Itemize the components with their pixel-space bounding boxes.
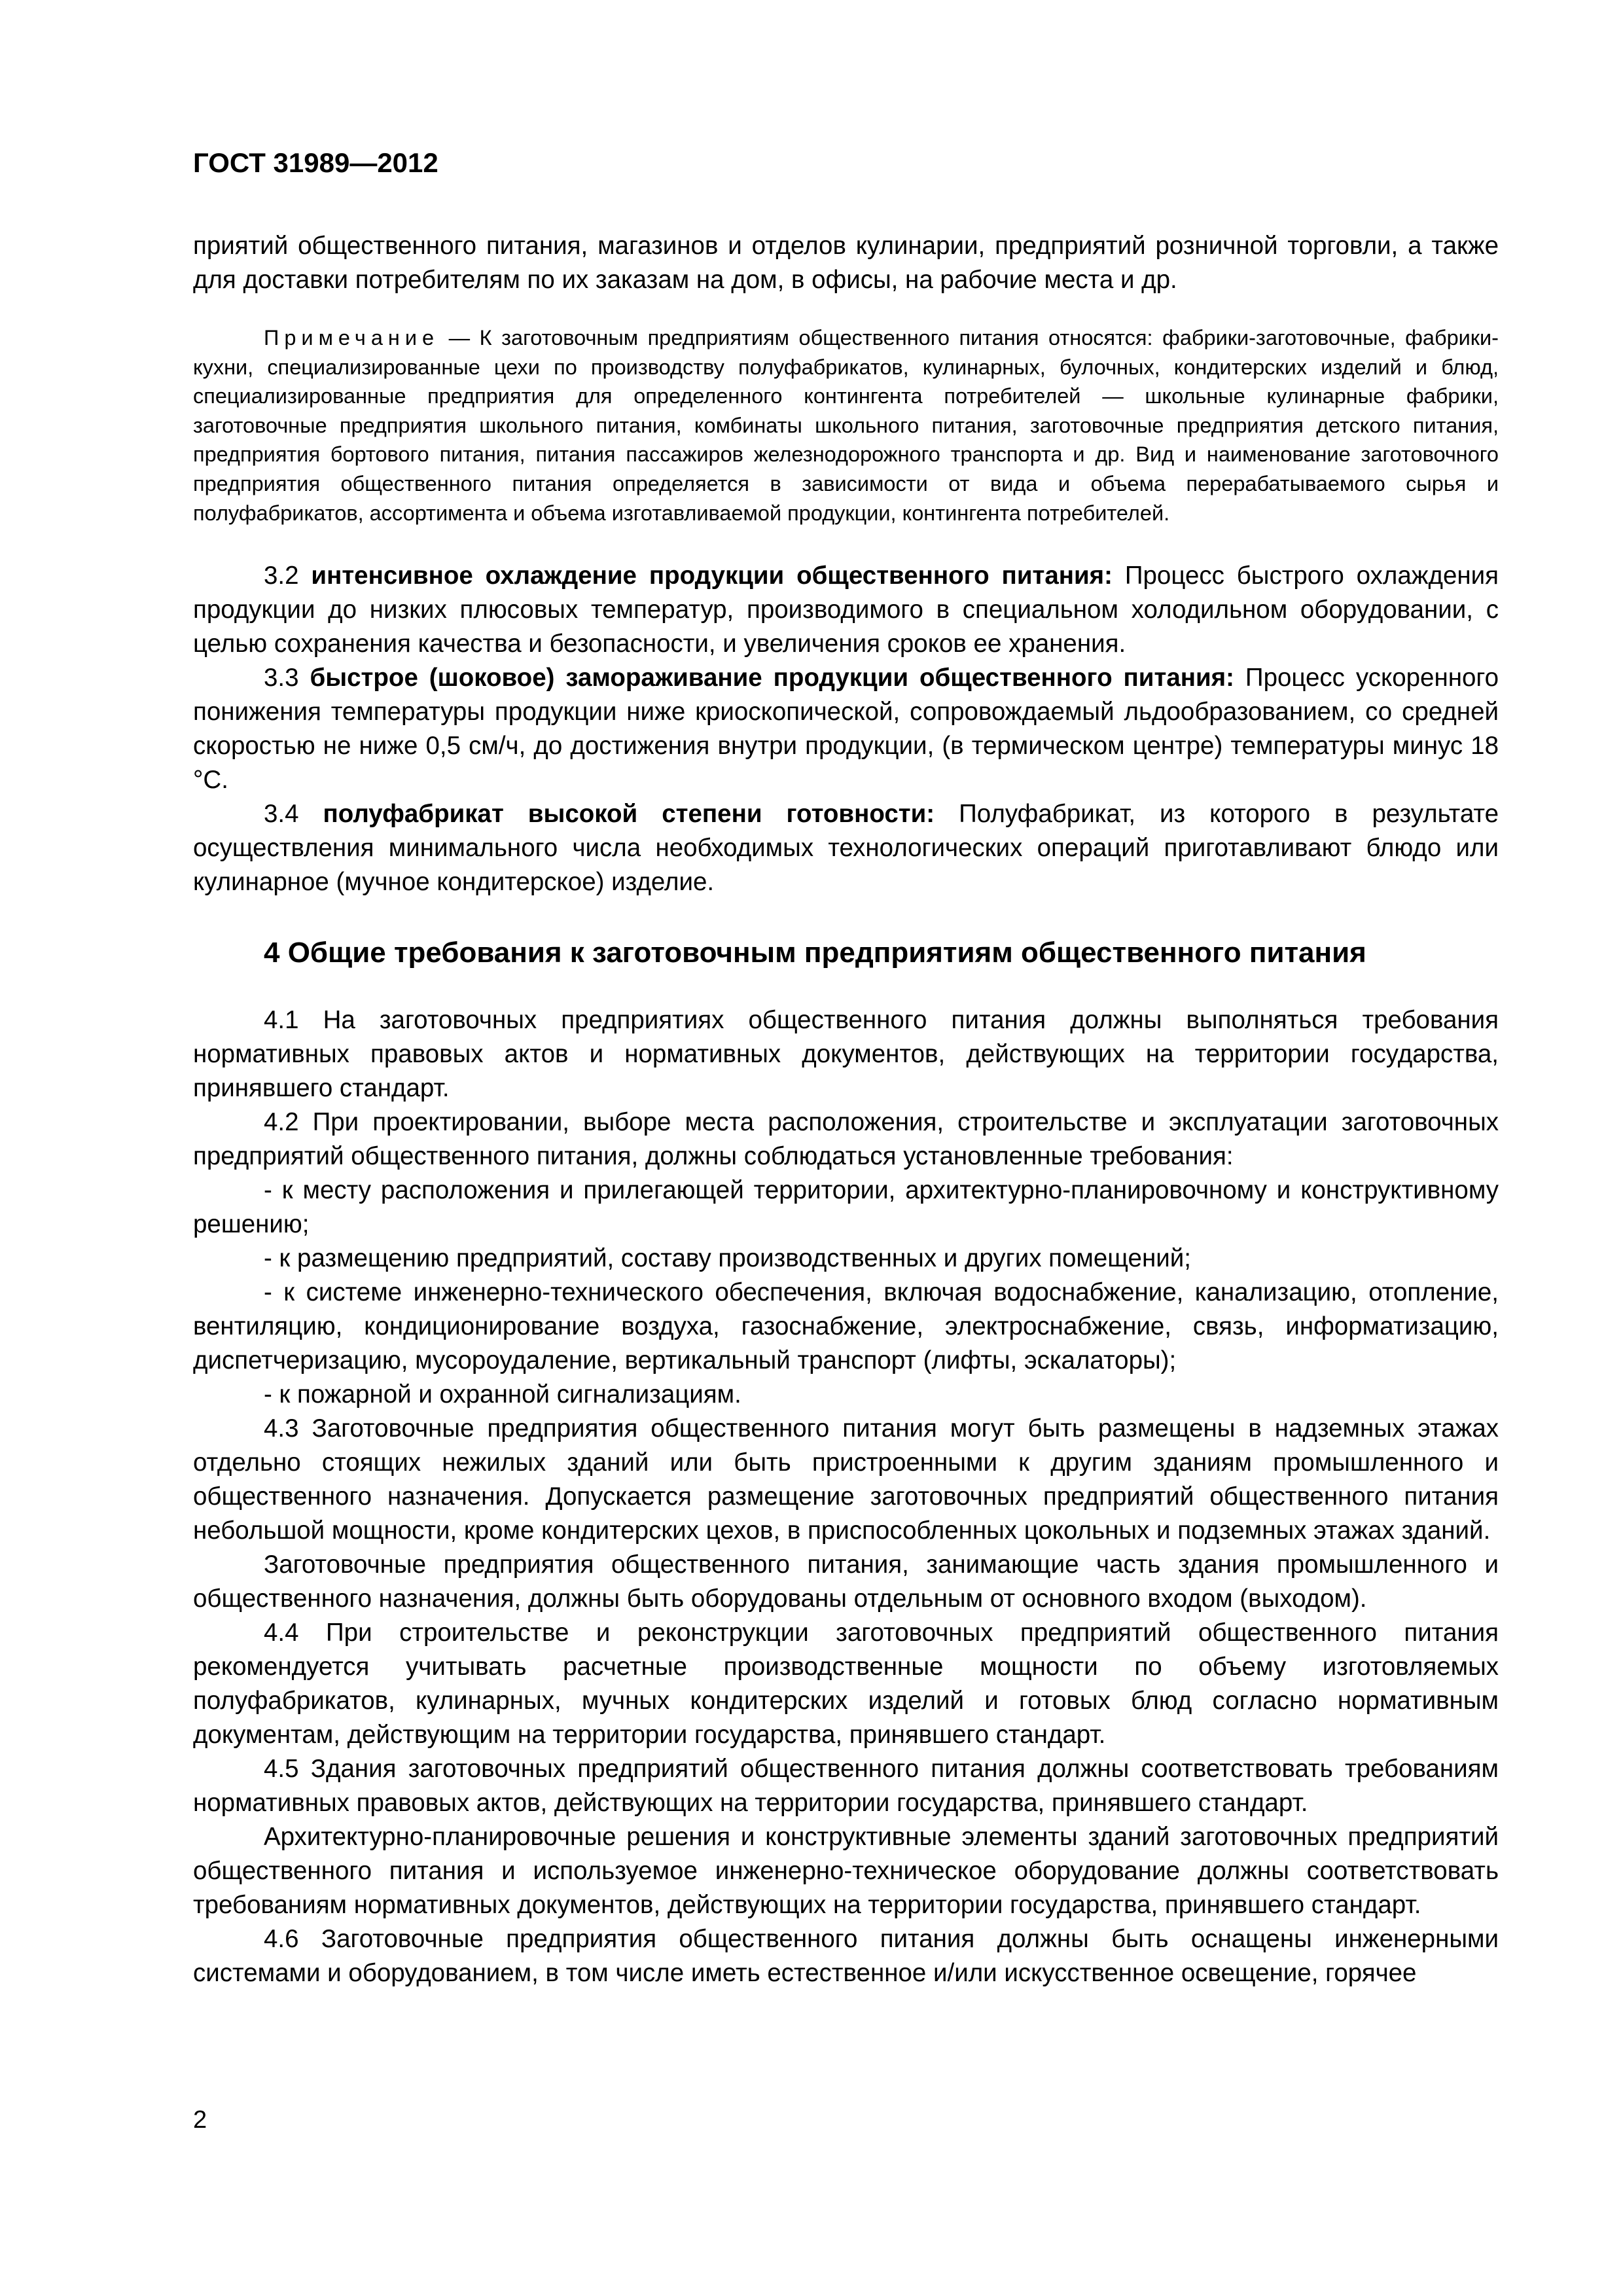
paragraph-4-6: 4.6 Заготовочные предприятия общественного питания должны быть оснащены инженерными системами и оборудованием, в том числе иметь естественное и/или искусственное освещение, горячее [193, 1925, 1499, 1988]
paragraph-4-4: 4.4 При строительстве и реконструкции заготовочных предприятий общественного питания рекомендуется учитывать расчетные производственные мощности по объему изготовляемых полуфабрикатов, кулинарных, мучных кондитерских изделий и готовых блюд согласно нормативным документам, действующим на территории государства, принявшего стандарт. [193, 1619, 1499, 1749]
list-item: - к размещению предприятий, составу производственных и других помещений; [264, 1244, 1191, 1273]
section-4-title: 4 Общие требования к заготовочным предприятиям общественного питания [264, 937, 1366, 969]
term-number: 3.4 [264, 800, 323, 829]
list-item: - к пожарной и охранной сигнализациям. [264, 1380, 741, 1409]
term-definition: Процесс быстрого охлаждения продукции до низких плюсовых температур, производимого в специальном холодильном оборудовании, с целью сохранения качества и безопасности, и увеличения сроков ее хранения. [193, 562, 1499, 658]
paragraph-4-1: 4.1 На заготовочных предприятиях общественного питания должны выполняться требования нормативных правовых актов и нормативных документов, действующих на территории государства, принявшего стандарт. [193, 1006, 1499, 1103]
paragraph-4-5: 4.5 Здания заготовочных предприятий общественного питания должны соответствовать требованиям нормативных правовых актов, действующих на территории государства, принявшего стандарт. [193, 1755, 1499, 1818]
list-item: - к месту расположения и прилегающей территории, архитектурно-планировочному и конструктивному решению; [193, 1176, 1499, 1239]
continuation-paragraph: приятий общественного питания, магазинов и отделов кулинарии, предприятий розничной торговли, а также для доставки потребителям по их заказам на дом, в офисы, на рабочие места и др. [193, 232, 1499, 294]
term-name: быстрое (шоковое) замораживание продукции общественного питания: [310, 664, 1234, 692]
note-label: Примечание [264, 326, 440, 350]
page-number: 2 [193, 2106, 207, 2134]
term-3-3 [193, 661, 1499, 797]
term-name: интенсивное охлаждение продукции общественного питания: [311, 562, 1113, 590]
term-definition: Полуфабрикат, из которого в результате осуществления минимального числа необходимых технологических операций приготавливают блюдо или кулинарное (мучное кондитерское) изделие. [193, 800, 1499, 897]
page-body [193, 229, 1499, 1990]
term-3-4 [193, 797, 1499, 899]
paragraph-4-3-cont: Заготовочные предприятия общественного питания, занимающие часть здания промышленного и общественного назначения, должны быть оборудованы отдельным от основного входом (выходом). [193, 1551, 1499, 1613]
note-text: — К заготовочным предприятиям общественного питания относятся: фабрики-заготовочные, фабрики-кухни, специализированные цехи по производству полуфабрикатов, кулинарных, булочных, кондитерских изделий и блюд, специализированные предприятия для определенного контингента потребителей — школьные кулинарные фабрики, заготовочные предприятия школьного питания, комбинаты школьного питания, заготовочные предприятия детского питания, предприятия бортового питания, питания пассажиров железнодорожного транспорта и др. Вид и наименование заготовочного предприятия общественного питания определяется в зависимости от вида и объема перерабатываемого сырья и полуфабрикатов, ассортимента и объема изготавливаемой продукции, контингента потребителей. [193, 326, 1499, 525]
paragraph-4-3: 4.3 Заготовочные предприятия общественного питания могут быть размещены в надземных этажах отдельно стоящих нежилых зданий или быть пристроенными к другим зданиям промышленного и общественного назначения. Допускается размещение заготовочных предприятий общественного питания небольшой мощности, кроме кондитерских цехов, в приспособленных цокольных и подземных этажах зданий. [193, 1414, 1499, 1545]
paragraph-4-5-cont: Архитектурно-планировочные решения и конструктивные элементы зданий заготовочных предприятий общественного питания и используемое инженерно-техническое оборудование должны соответствовать требованиям нормативных документов, действующих на территории государства, принявшего стандарт. [193, 1823, 1499, 1920]
list-item: - к системе инженерно-технического обеспечения, включая водоснабжение, канализацию, отопление, вентиляцию, кондиционирование воздуха, газоснабжение, электроснабжение, связь, информатизацию, диспетчеризацию, мусороудаление, вертикальный транспорт (лифты, эскалаторы); [193, 1278, 1499, 1375]
paragraph-4-2: 4.2 При проектировании, выборе места расположения, строительстве и эксплуатации заготовочных предприятий общественного питания, должны соблюдаться установленные требования: [193, 1108, 1499, 1171]
note-paragraph [193, 323, 1499, 528]
document-code: ГОСТ 31989—2012 [193, 147, 438, 178]
term-definition: Процесс ускоренного понижения температуры продукции ниже криоскопической, сопровождаемый льдообразованием, со средней скоростью не ниже 0,5 см/ч, до достижения внутри продукции, (в термическом центре) температуры минус 18 °С. [193, 664, 1499, 795]
term-name: полуфабрикат высокой степени готовности: [323, 800, 935, 829]
term-number: 3.3 [264, 664, 310, 692]
term-3-2 [193, 559, 1499, 661]
term-number: 3.2 [264, 562, 312, 590]
